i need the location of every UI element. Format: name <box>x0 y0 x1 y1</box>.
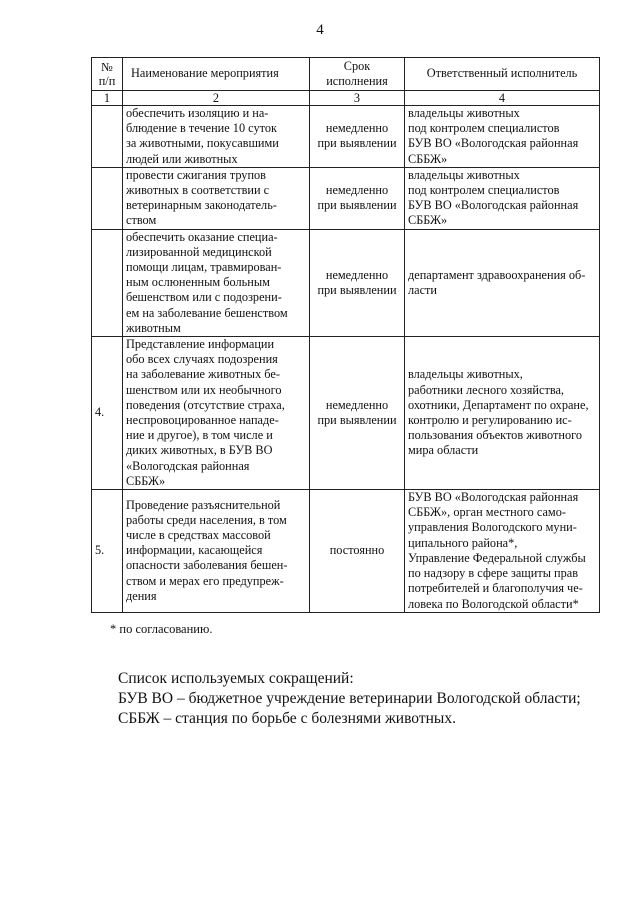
table-row <box>92 337 600 490</box>
measure-name: Проведение разъяснительной работы среди населения, в том числе в средствах массовой информации, касающейся опасности заболевания бешен- ством и мерах его предупреж- дения <box>123 490 310 613</box>
table-row <box>92 490 600 613</box>
measure-name: провести сжигания трупов животных в соответствии с ветеринарным законодатель- ством <box>123 167 310 229</box>
table-row <box>92 167 600 229</box>
measures-table <box>91 57 600 613</box>
abbreviation-item: СББЖ – станция по борьбе с болезнями животных. <box>118 710 456 727</box>
measure-term: постоянно <box>310 490 405 613</box>
footnote: * по согласованию. <box>110 622 213 636</box>
abbreviations-title: Список используемых сокращений: <box>118 670 354 687</box>
measure-term: немедленно при выявлении <box>310 229 405 336</box>
measure-term: немедленно при выявлении <box>310 106 405 168</box>
row-number: 5. <box>92 490 123 613</box>
column-number: 2 <box>123 91 310 106</box>
header-term: Срок исполнения <box>310 58 405 91</box>
column-number: 3 <box>310 91 405 106</box>
column-numbers-row <box>92 91 600 106</box>
row-number <box>92 229 123 336</box>
measure-responsible: владельцы животных под контролем специалистов БУВ ВО «Вологодская районная СББЖ» <box>405 167 600 229</box>
row-number <box>92 167 123 229</box>
measure-responsible: владельцы животных, работники лесного хозяйства, охотники, Департамент по охране, контролю и регулированию ис- пользования объектов животного мира области <box>405 337 600 490</box>
page-number: 4 <box>316 22 324 38</box>
measure-responsible: владельцы животных под контролем специалистов БУВ ВО «Вологодская районная СББЖ» <box>405 106 600 168</box>
measure-term: немедленно при выявлении <box>310 167 405 229</box>
header-number: № п/п <box>92 58 123 91</box>
measure-name: обеспечить изоляцию и на- блюдение в течение 10 суток за животными, покусавшими людей или животных <box>123 106 310 168</box>
measure-responsible: департамент здравоохранения об- ласти <box>405 229 600 336</box>
measure-name: Представление информации обо всех случаях подозрения на заболевание животных бе- шенством или их необычного поведения (отсутствие страха, неспровоцированное нападе- ние и другое), в том числе и диких животных, в БУВ ВО «Вологодская районная СББЖ» <box>123 337 310 490</box>
column-number: 1 <box>92 91 123 106</box>
abbreviations-list <box>118 669 581 729</box>
header-responsible: Ответственный исполнитель <box>405 58 600 91</box>
measure-name: обеспечить оказание специа- лизированной медицинской помощи лицам, травмирован- ным ослюненным больным бешенством или с подозрени- ем на заболевание бешенством животным <box>123 229 310 336</box>
measure-responsible: БУВ ВО «Вологодская районная СББЖ», орган местного само- управления Вологодского муни- ципального района*, Управление Федеральной службы по надзору в сфере защиты прав потребителей и благополучия че- ловека по Вологодской области* <box>405 490 600 613</box>
abbreviation-item: БУВ ВО – бюджетное учреждение ветеринарии Вологодской области; <box>118 690 581 707</box>
table-header-row <box>92 58 600 91</box>
row-number <box>92 106 123 168</box>
table-row <box>92 106 600 168</box>
header-name: Наименование мероприятия <box>123 58 310 91</box>
table-row <box>92 229 600 336</box>
column-number: 4 <box>405 91 600 106</box>
measure-term: немедленно при выявлении <box>310 337 405 490</box>
row-number: 4. <box>92 337 123 490</box>
